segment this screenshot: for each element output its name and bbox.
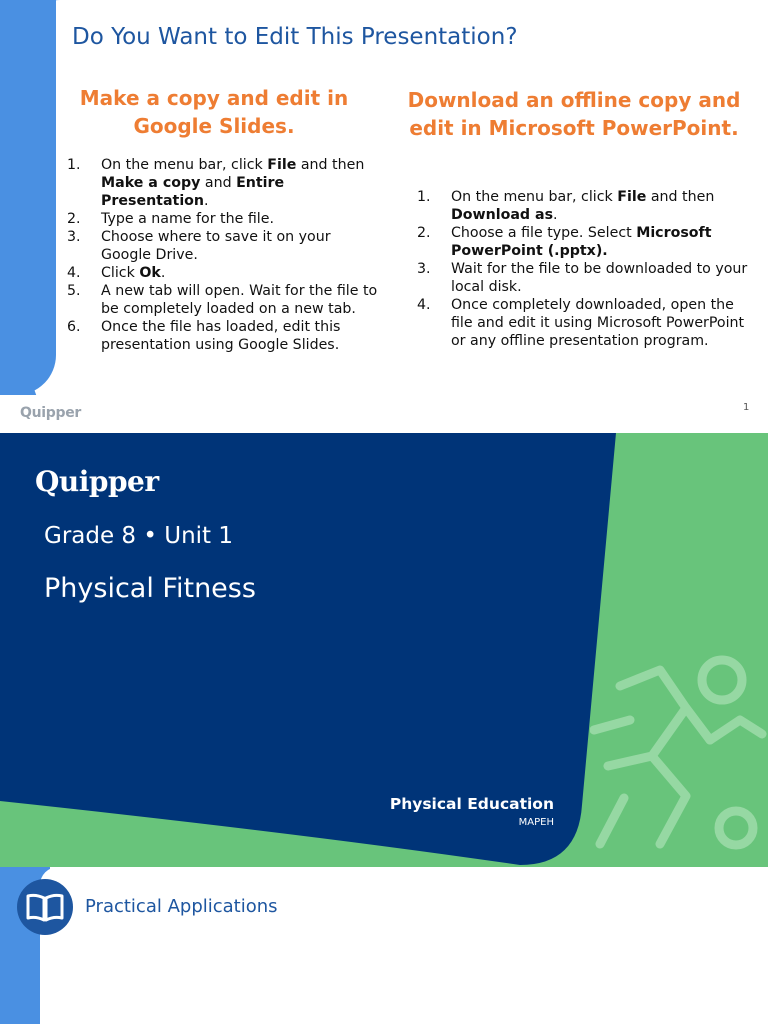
step-text: Choose a file type. Select [451,225,637,241]
left-accent-strip [0,0,56,395]
step-emphasis: File [267,157,297,173]
step-text: On the menu bar, click [451,189,618,205]
step-item [403,224,748,260]
slide-title-cover [0,433,768,867]
powerpoint-heading: Download an offline copy and edit in Microsoft PowerPoint. [407,88,741,140]
step-text: Click [101,265,140,281]
step-number: 1. [417,189,431,205]
step-text: and then [296,157,365,173]
step-number: 4. [67,265,81,281]
subject-label: Physical Education [389,795,554,813]
slide-edit-instructions [0,0,768,433]
step-text: A new tab will open. Wait for the file to be completely loaded on a new tab. [101,283,378,317]
step-text: Wait for the file to be downloaded to your local disk. [451,261,748,295]
step-number: 2. [67,211,81,227]
step-text: . [160,265,166,281]
step-text: Once completely downloaded, open the file and edit it using Microsoft PowerPoint or any offline presentation program. [451,297,745,349]
step-text: . [204,193,209,209]
step-item [403,188,748,224]
step-item [53,228,383,264]
step-item [403,296,748,350]
google-slides-steps [53,156,383,354]
page-number: 1 [743,402,750,413]
step-number: 5. [67,283,81,299]
step-text: . [553,207,558,223]
step-emphasis: Microsoft PowerPoint (.pptx). [451,225,712,259]
step-number: 3. [417,261,431,277]
step-item [53,318,383,354]
step-emphasis: Make a copy [101,175,201,191]
step-text: Choose where to save it on your Google Drive. [101,229,331,263]
step-number: 3. [67,229,81,245]
powerpoint-steps [403,188,748,350]
subject-sub-label: MAPEH [518,817,554,828]
slide-practical-applications [0,867,768,1024]
grade-unit-label: Grade 8 • Unit 1 [44,523,234,549]
step-item [53,282,383,318]
step-item [53,210,383,228]
step-number: 4. [417,297,431,313]
step-emphasis: File [617,189,647,205]
quipper-logo-small: Quipper [20,405,82,421]
lesson-title: Physical Fitness [44,573,256,604]
step-text: Type a name for the file. [101,211,274,227]
step-text: and [200,175,237,191]
step-number: 6. [67,319,81,335]
step-text: and then [646,189,715,205]
quipper-logo: Quipper [35,465,159,498]
step-item [53,264,383,282]
step-item [53,156,383,210]
step-number: 1. [67,157,81,173]
step-emphasis: Ok [139,265,161,281]
footer-band [0,395,768,433]
slide-title: Do You Want to Edit This Presentation? [72,24,518,50]
section-label: Practical Applications [85,896,278,917]
step-emphasis: Download as [451,207,554,223]
step-text: Once the file has loaded, edit this presentation using Google Slides. [101,319,341,353]
step-number: 2. [417,225,431,241]
open-book-icon [17,879,73,935]
google-slides-heading: Make a copy and edit in Google Slides. [79,86,349,138]
step-emphasis: Entire Presentation [101,175,285,209]
running-figure-icon [590,648,768,863]
step-item [403,260,748,296]
step-text: On the menu bar, click [101,157,268,173]
slide-card [40,867,768,1024]
